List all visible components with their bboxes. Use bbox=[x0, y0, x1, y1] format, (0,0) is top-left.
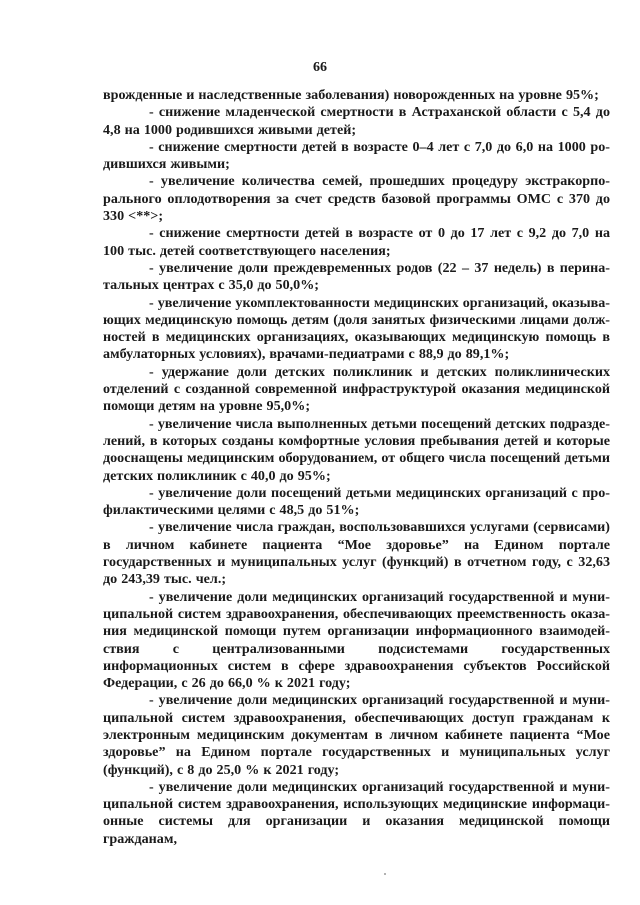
body-text bbox=[103, 87, 610, 848]
paragraph: - увеличение доли посещений детьми медицинских организаций с профилактическими целями с 48,5 до 51%; bbox=[103, 484, 610, 519]
paragraph: - увеличение числа выполненных детьми посещений детских подразделений, в которых созданы комфортные условия пребывания детей и которые дооснащены медицинским оборудованием, от общего числа посещений детьми детских поликлиник с 40,0 до 95%; bbox=[103, 415, 610, 484]
scan-artifact bbox=[384, 873, 386, 875]
paragraph: - снижение смертности детей в возрасте 0–4 лет с 7,0 до 6,0 на 1000 родившихся живыми; bbox=[103, 138, 610, 173]
paragraph: - увеличение доли медицинских организаций государственной и муниципальной систем здравоохранения, использующих медицинские информационные системы для организации и оказания медицинской помощи гражданам, bbox=[103, 778, 610, 847]
paragraph: - увеличение доли преждевременных родов (22 – 37 недель) в перинатальных центрах с 35,0 до 50,0%; bbox=[103, 259, 610, 294]
paragraph: - удержание доли детских поликлиник и детских поликлинических отделений с созданной современной инфраструктурой оказания медицинской помощи детям на уровне 95,0%; bbox=[103, 363, 610, 415]
paragraph: - увеличение укомплектованности медицинских организаций, оказывающих медицинскую помощь детям (доля занятых физическими лицами должностей в медицинских организациях, оказывающих медицинскую помощь в амбулаторных условиях), врачами-педиатрами с 88,9 до 89,1%; bbox=[103, 294, 610, 363]
paragraph: - снижение младенческой смертности в Астраханской области с 5,4 до 4,8 на 1000 родившихся живыми детей; bbox=[103, 104, 610, 138]
paragraph: - увеличение доли медицинских организаций государственной и муниципальной систем здравоохранения, обеспечивающих преемственность оказания медицинской помощи путем организации информационного взаимодействия с централизованными подсистемами государственных информационных систем в сфере здравоохранения субъектов Российской Федерации, с 26 до 66,0 % к 2021 году; bbox=[103, 588, 610, 692]
page-number: 66 bbox=[313, 60, 327, 75]
paragraph: - увеличение количества семей, прошедших процедуру экстракорпорального оплодотворения за счет средств базовой программы ОМС с 370 до 330 <**>; bbox=[103, 173, 610, 225]
paragraph: - увеличение числа граждан, воспользовавшихся услугами (сервисами) в личном кабинете пациента “Мое здоровье” на Едином портале государственных и муниципальных услуг (функций) в отчетном году, с 32,63 до 243,39 тыс. чел.; bbox=[103, 519, 610, 588]
paragraph: врожденные и наследственные заболевания) новорожденных на уровне 95%; bbox=[103, 87, 599, 103]
paragraph: - снижение смертности детей в возрасте от 0 до 17 лет с 9,2 до 7,0 на 100 тыс. детей соответствующего населения; bbox=[103, 225, 610, 259]
paragraph: - увеличение доли медицинских организаций государственной и муниципальной систем здравоохранения, обеспечивающих доступ гражданам к электронным медицинским документам в личном кабинете пациента “Мое здоровье” на Едином портале государственных и муниципальных услуг (функций), с 8 до 25,0 % к 2021 году; bbox=[103, 692, 610, 778]
